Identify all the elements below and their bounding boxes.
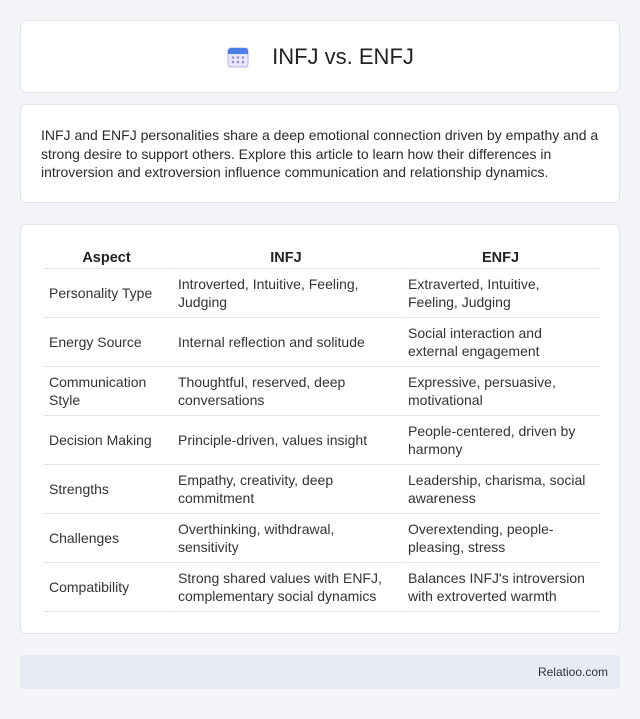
- comparison-table: [43, 246, 599, 612]
- calendar-icon: [226, 45, 250, 69]
- table-row: [43, 416, 599, 465]
- aspect-cell: Communication Style: [43, 367, 170, 416]
- column-header-enfj: ENFJ: [400, 246, 599, 269]
- infj-cell: Overthinking, withdrawal, sensitivity: [170, 514, 400, 563]
- enfj-cell: Overextending, people-pleasing, stress: [400, 514, 599, 563]
- infj-cell: Thoughtful, reserved, deep conversations: [170, 367, 400, 416]
- enfj-cell: Extraverted, Intuitive, Feeling, Judging: [400, 269, 599, 318]
- table-row: [43, 514, 599, 563]
- table-row: [43, 318, 599, 367]
- table-row: [43, 367, 599, 416]
- table-row: [43, 563, 599, 612]
- table-header-row: [43, 246, 599, 269]
- infj-cell: Internal reflection and solitude: [170, 318, 400, 367]
- footer-bar: [20, 655, 620, 689]
- column-header-aspect: Aspect: [43, 246, 170, 269]
- enfj-cell: Balances INFJ's introversion with extroverted warmth: [400, 563, 599, 612]
- page-title: INFJ vs. ENFJ: [272, 43, 414, 69]
- enfj-cell: Social interaction and external engagement: [400, 318, 599, 367]
- aspect-cell: Compatibility: [43, 563, 170, 612]
- infj-cell: Empathy, creativity, deep commitment: [170, 465, 400, 514]
- intro-paragraph: INFJ and ENFJ personalities share a deep emotional connection driven by empathy and a strong desire to support others. Explore this article to learn how their differences in introversion and extroversion influence communication and relationship dynamics.: [41, 127, 599, 180]
- enfj-cell: People-centered, driven by harmony: [400, 416, 599, 465]
- column-header-infj: INFJ: [170, 246, 400, 269]
- infj-cell: Principle-driven, values insight: [170, 416, 400, 465]
- aspect-cell: Challenges: [43, 514, 170, 563]
- table-row: [43, 465, 599, 514]
- header-card: [20, 20, 620, 93]
- intro-card: [20, 104, 620, 203]
- aspect-cell: Decision Making: [43, 416, 170, 465]
- footer-site-link[interactable]: Relatioo.com: [537, 665, 608, 679]
- enfj-cell: Expressive, persuasive, motivational: [400, 367, 599, 416]
- comparison-table-card: [20, 224, 620, 634]
- enfj-cell: Leadership, charisma, social awareness: [400, 465, 599, 514]
- infj-cell: Strong shared values with ENFJ, complementary social dynamics: [170, 563, 400, 612]
- infj-cell: Introverted, Intuitive, Feeling, Judging: [170, 269, 400, 318]
- aspect-cell: Personality Type: [43, 269, 170, 318]
- aspect-cell: Strengths: [43, 465, 170, 514]
- table-row: [43, 269, 599, 318]
- aspect-cell: Energy Source: [43, 318, 170, 367]
